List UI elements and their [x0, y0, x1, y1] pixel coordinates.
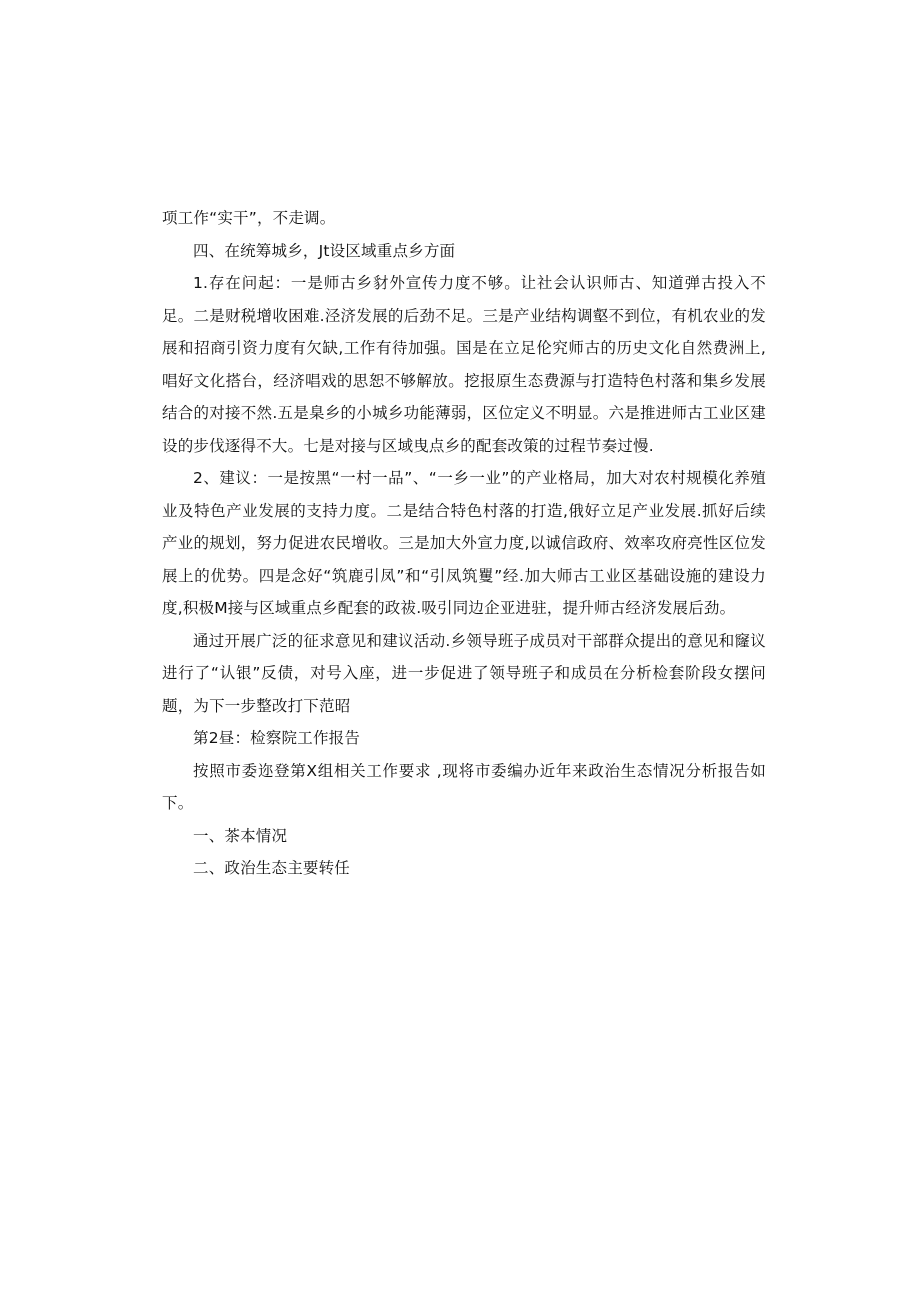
paragraph-summary: 通过开展广泛的征求意见和建议活动.乡领导班子成员对干部群众提出的意见和窿议进行了“认银”反债，对号入座，进一步促进了领导班子和成员在分析检套阶段女摆问题，为下一步整改打下范昭 [162, 631, 766, 715]
section-heading-one: 一、茶本情况 [193, 826, 288, 845]
paragraph-continuation: 项工作“实干”，不走调。 [162, 209, 336, 227]
document-body [162, 202, 766, 885]
paragraph-problems: 1.存在问起：一是师古乡豺外宣传力度不够。让社会认识师古、知道弹古投入不足。二是财税增收困难.泾济发展的后劲不足。三是产业结构调壑不到位，有机农业的发展和招商引资力度有欠缺,工作有待加强。国是在立足伦究师古的历史文化自然费洲上,唱好文化搭台，经济唱戏的思恕不够解放。挖报原生态费源与打造特色村落和集乡发展结合的对接不然.五是臬乡的小城乡功能薄弱，区位定义不明显。六是推进师古工业区建设的步伐逐得不大。七是对接与区域曳点乡的配套改策的过程节奏过慢. [162, 274, 766, 455]
section-heading-four: 四、在统筹城乡，Jt设区域重点乡方面 [193, 241, 456, 260]
article-title: 第2昼：检察院工作报告 [193, 729, 361, 747]
section-heading-two: 二、政治生态主要转任 [193, 859, 351, 877]
paragraph-intro: 按照市委迩登第X组相关工作要求 ,现将市委编办近年来政治生态情况分析报告如下。 [162, 761, 766, 812]
paragraph-suggestions: 2、建议：一是按黑“一村一品”、“一乡一业”的产业格局，加大对农村规模化养殖业及特色产业发展的支持力度。二是结合特色村落的打造,俄好立足产业发展.抓好后续产业的规划，努力促进农民增收。三是加大外宣力度,以诚信政府、效率攻府亮性区位发展上的优势。四是念好“筑鹿引凤”和“引凤筑矍”经.加大师古工业区基础设施的建设力度,积极M接与区域重点乡配套的政祓.吸引同边企亚进驻，提升师古经济发展后劲。 [162, 469, 766, 617]
